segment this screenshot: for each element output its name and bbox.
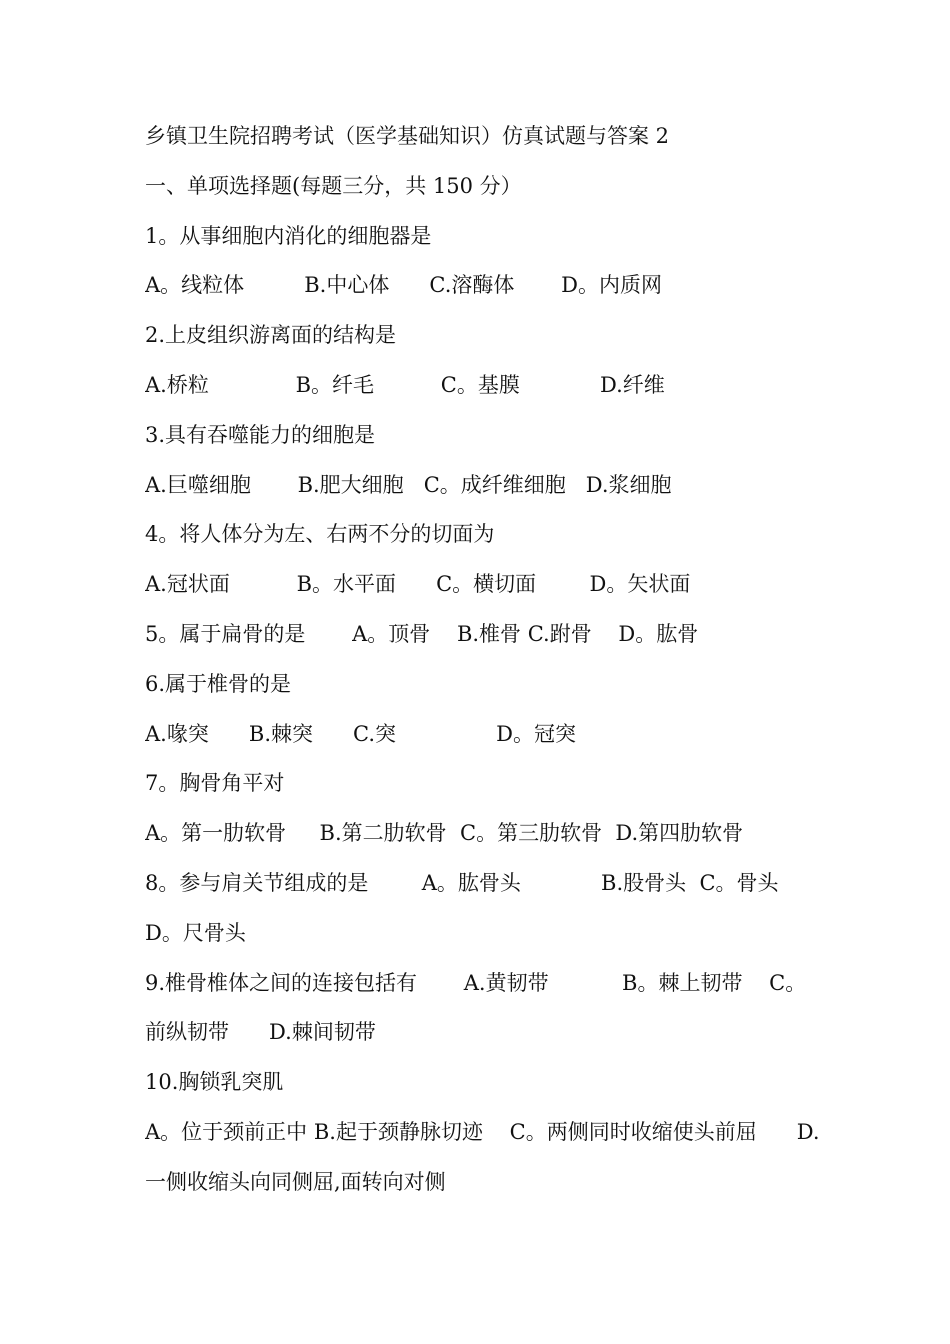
question-1-options: A。线粒体 B.中心体 C.溶酶体 D。内质网 [145, 273, 662, 298]
question-10-options: A。位于颈前正中 B.起于颈静脉切迹 C。两侧同时收缩使头前屈 D. [145, 1119, 820, 1144]
question-8-line: 8。参与肩关节组成的是 A。肱骨头 B.股骨头 C。骨头 [145, 870, 779, 895]
question-10-stem: 10.胸锁乳突肌 [145, 1070, 284, 1095]
question-4-stem: 4。将人体分为左、右两不分的切面为 [145, 522, 495, 547]
question-8-continuation: D。尺骨头 [145, 920, 246, 945]
question-2-stem: 2.上皮组织游离面的结构是 [145, 323, 397, 348]
question-6-stem: 6.属于椎骨的是 [145, 671, 292, 696]
question-3-stem: 3.具有吞噬能力的细胞是 [145, 422, 376, 447]
question-2-options: A.桥粒 B。纤毛 C。基膜 D.纤维 [145, 372, 665, 397]
question-1-stem: 1。从事细胞内消化的细胞器是 [145, 223, 432, 248]
question-7-stem: 7。胸骨角平对 [145, 771, 285, 796]
question-9-line: 9.椎骨椎体之间的连接包括有 A.黄韧带 B。棘上韧带 C。 [145, 970, 807, 995]
document-body [145, 116, 825, 1212]
question-6-options: A.喙突 B.棘突 C.突 D。冠突 [145, 721, 577, 746]
question-7-options: A。第一肋软骨 B.第二肋软骨 C。第三肋软骨 D.第四肋软骨 [145, 821, 744, 846]
question-10-continuation: 一侧收缩头向同侧屈,面转向对侧 [145, 1169, 446, 1194]
question-3-options: A.巨噬细胞 B.肥大细胞 C。成纤维细胞 D.浆细胞 [145, 472, 672, 497]
section-heading: 一、单项选择题(每题三分，共 150 分） [145, 173, 522, 198]
question-5-line: 5。属于扁骨的是 A。顶骨 B.椎骨 C.跗骨 D。肱骨 [145, 621, 699, 646]
question-9-continuation: 前纵韧带 D.棘间韧带 [145, 1020, 376, 1045]
document-title: 乡镇卫生院招聘考试（医学基础知识）仿真试题与答案 2 [145, 124, 670, 148]
question-4-options: A.冠状面 B。水平面 C。横切面 D。矢状面 [145, 572, 691, 597]
